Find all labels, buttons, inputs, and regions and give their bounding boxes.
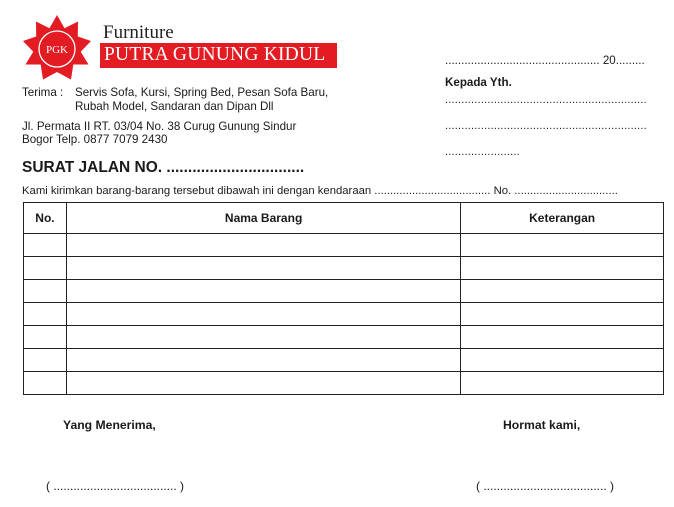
table-row <box>24 280 664 303</box>
sender-signature-line[interactable]: ( ..................................... ) <box>476 479 615 493</box>
kepada-label: Kepada Yth. <box>445 76 512 89</box>
cell-nama-barang[interactable] <box>66 280 460 303</box>
brand-name: PUTRA GUNUNG KIDUL <box>104 44 326 65</box>
cell-nama-barang[interactable] <box>66 257 460 280</box>
table-row <box>24 234 664 257</box>
receiver-label: Yang Menerima, <box>63 418 156 432</box>
header-no: No. <box>24 203 67 234</box>
date-field[interactable]: ................................................ 20......... <box>445 54 645 67</box>
recipient-line-3[interactable]: ....................... <box>445 146 520 158</box>
pgk-logo <box>22 14 92 84</box>
cell-keterangan[interactable] <box>461 280 664 303</box>
table-row <box>24 303 664 326</box>
table-row <box>24 372 664 395</box>
cell-nama-barang[interactable] <box>66 326 460 349</box>
services-line-1: Servis Sofa, Kursi, Spring Bed, Pesan Sofa Baru, <box>75 86 329 99</box>
document-title: SURAT JALAN NO. ................................ <box>22 159 305 176</box>
receiver-signature-line[interactable]: ( ..................................... ) <box>46 479 185 493</box>
table-body <box>24 234 664 395</box>
address-line-2: Bogor Telp. 0877 7079 2430 <box>22 133 168 146</box>
cell-keterangan[interactable] <box>461 372 664 395</box>
table-header-row <box>24 203 664 234</box>
cell-keterangan[interactable] <box>461 303 664 326</box>
cell-no[interactable] <box>24 280 67 303</box>
table-row <box>24 326 664 349</box>
cell-keterangan[interactable] <box>461 349 664 372</box>
items-table <box>23 202 664 395</box>
address-line-1: Jl. Permata II RT. 03/04 No. 38 Curug Gunung Sindur <box>22 120 297 133</box>
cell-keterangan[interactable] <box>461 234 664 257</box>
cell-no[interactable] <box>24 303 67 326</box>
cell-no[interactable] <box>24 326 67 349</box>
intro-text: Kami kirimkan barang-barang tersebut dibawah ini dengan kendaraan ..................................... No. ................................. <box>22 185 618 197</box>
services-line-2: Rubah Model, Sandaran dan Dipan Dll <box>75 100 274 113</box>
cell-no[interactable] <box>24 234 67 257</box>
cell-no[interactable] <box>24 349 67 372</box>
table-row <box>24 257 664 280</box>
cell-nama-barang[interactable] <box>66 303 460 326</box>
cell-keterangan[interactable] <box>461 326 664 349</box>
cell-no[interactable] <box>24 257 67 280</box>
header-keterangan: Keterangan <box>461 203 664 234</box>
cell-nama-barang[interactable] <box>66 234 460 257</box>
recipient-line-1[interactable]: .............................................................. <box>445 94 647 106</box>
logo-text: PGK <box>45 44 69 56</box>
furniture-label: Furniture <box>103 22 174 43</box>
services-label: Terima : <box>22 86 64 99</box>
recipient-line-2[interactable]: .............................................................. <box>445 120 647 132</box>
cell-no[interactable] <box>24 372 67 395</box>
sender-label: Hormat kami, <box>503 418 581 432</box>
cell-nama-barang[interactable] <box>66 349 460 372</box>
cell-nama-barang[interactable] <box>66 372 460 395</box>
cell-keterangan[interactable] <box>461 257 664 280</box>
table-row <box>24 349 664 372</box>
header-nama-barang: Nama Barang <box>66 203 460 234</box>
